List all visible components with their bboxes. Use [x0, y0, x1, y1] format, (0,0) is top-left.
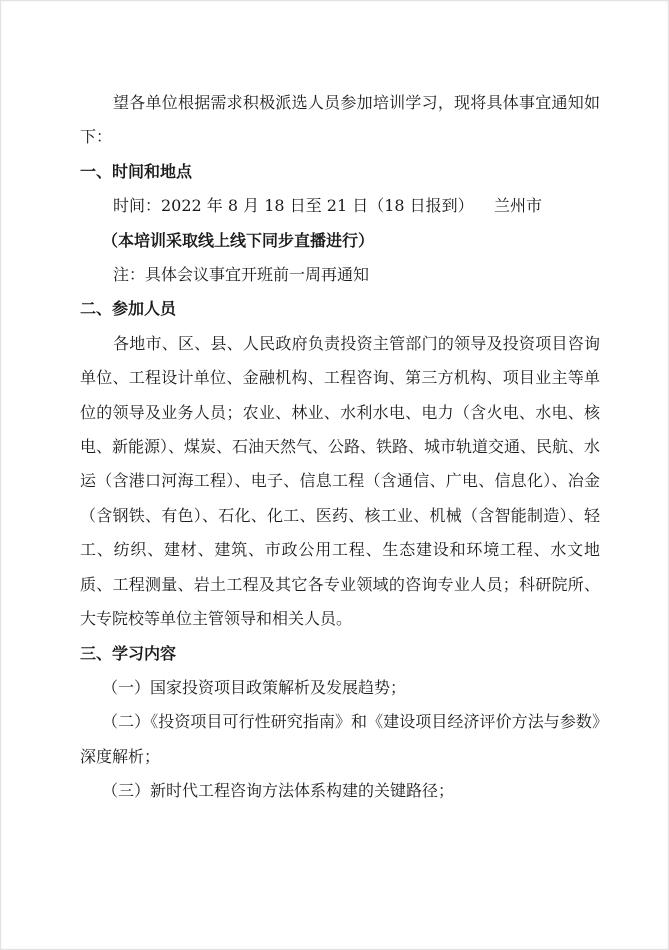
section-heading-time-place: 一、时间和地点	[80, 161, 193, 181]
section-heading-participants: 二、参加人员	[80, 299, 177, 319]
meeting-note: 注：具体会议事宜开班前一周再通知	[113, 265, 370, 285]
section-heading-content: 三、学习内容	[80, 643, 177, 663]
content-item-2: （二）《投资项目可行性研究指南》和《建设项目经济评价方法与参数》深度解析；	[80, 712, 600, 766]
content-item-3: （三）新时代工程咨询方法体系构建的关键路径；	[102, 781, 455, 801]
participants-paragraph: 各地市、区、县、人民政府负责投资主管部门的领导及投资项目咨询单位、工程设计单位、金融机构、工程咨询、第三方机构、项目业主等单位的领导及业务人员；农业、林业、水利水电、电力（含火电、水电、核电、新能源）、煤炭、石油天然气、公路、铁路、城市轨道交通、民航、水运（含港口河海工程）、电子、信息工程（含通信、广电、信息化）、冶金（含钢铁、有色）、石化、化工、医药、核工业、机械（含智能制造）、轻工、纺织、建材、建筑、市政公用工程、生态建设和环境工程、水文地质、工程测量、岩土工程及其它各专业领域的咨询专业人员；科研院所、大专院校等单位主管领导和相关人员。	[80, 333, 601, 629]
content-item-1: （一）国家投资项目政策解析及发展趋势；	[102, 677, 407, 697]
document-body	[80, 86, 600, 809]
time-location-line: 时间：2022 年 8 月 18 日至 21 日（18 日报到） 兰州市	[113, 196, 543, 216]
intro-paragraph: 望各单位根据需求积极派选人员参加培训学习，现将具体事宜通知如下：	[80, 93, 600, 147]
online-offline-note: （本培训采取线上线下同步直播进行）	[102, 230, 375, 250]
